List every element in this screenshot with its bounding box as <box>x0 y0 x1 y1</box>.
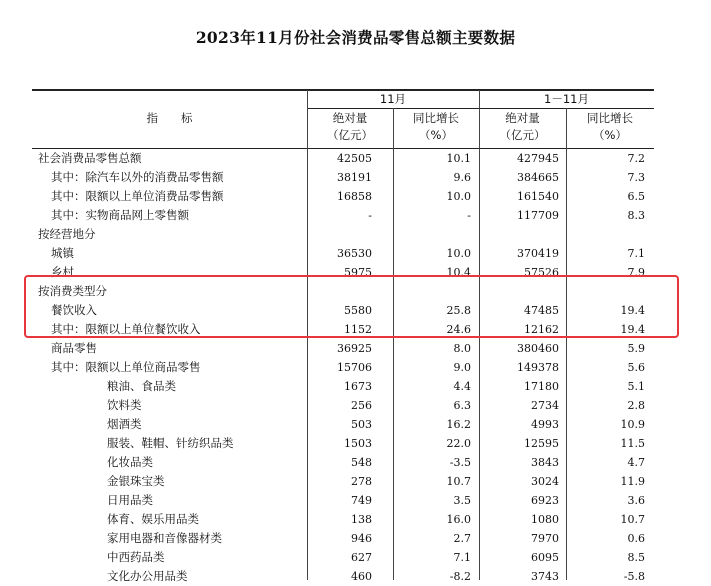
cell-nov-growth: 10.0 <box>446 247 471 260</box>
row-label: 文化办公用品类 <box>107 569 188 583</box>
cell-ytd-growth: 7.3 <box>627 171 645 184</box>
cell-ytd-value: 6095 <box>531 551 559 564</box>
header-nov-abs <box>307 110 393 144</box>
row-label: 其中：实物商品网上零售额 <box>51 208 189 222</box>
cell-nov-value: 503 <box>351 418 372 431</box>
cell-nov-value: 42505 <box>337 152 372 165</box>
row-label: 城镇 <box>51 246 74 260</box>
cell-ytd-growth: 19.4 <box>620 323 645 336</box>
cell-ytd-growth: 2.8 <box>627 399 645 412</box>
cell-ytd-growth: 4.7 <box>627 456 645 469</box>
column-divider <box>479 90 480 580</box>
cell-nov-growth: 16.0 <box>446 513 471 526</box>
header-abs-unit: （亿元） <box>499 128 546 142</box>
row-label: 其中：限额以上单位商品零售 <box>51 360 201 374</box>
row-label: 中西药品类 <box>107 550 165 564</box>
cell-ytd-value: 12595 <box>524 437 559 450</box>
cell-ytd-value: 161540 <box>517 190 559 203</box>
cell-ytd-value: 3843 <box>531 456 559 469</box>
cell-nov-growth: 6.3 <box>453 399 471 412</box>
header-yoy-unit: （%） <box>419 128 453 142</box>
cell-nov-value: 15706 <box>337 361 372 374</box>
header-yoy-label: 同比增长 <box>587 111 633 125</box>
cell-ytd-value: 47485 <box>524 304 559 317</box>
cell-ytd-value: 57526 <box>524 266 559 279</box>
row-label: 其中：限额以上单位餐饮收入 <box>51 322 201 336</box>
cell-nov-value: 38191 <box>337 171 372 184</box>
header-indicator: 指 标 <box>146 111 193 125</box>
cell-nov-growth: 24.6 <box>446 323 471 336</box>
cell-ytd-growth: 7.9 <box>627 266 645 279</box>
cell-ytd-value: 2734 <box>531 399 559 412</box>
cell-ytd-value: 3024 <box>531 475 559 488</box>
cell-nov-growth: 3.5 <box>453 494 471 507</box>
row-label: 饮料类 <box>107 398 142 412</box>
row-label: 乡村 <box>51 265 74 279</box>
row-label: 餐饮收入 <box>51 303 97 317</box>
cell-nov-value: 5975 <box>344 266 372 279</box>
cell-nov-growth: -8.2 <box>449 570 471 583</box>
cell-nov-value: 946 <box>351 532 372 545</box>
cell-ytd-value: 384665 <box>517 171 559 184</box>
header-period-rule <box>307 108 654 109</box>
cell-nov-growth: 10.4 <box>446 266 471 279</box>
cell-ytd-growth: 8.3 <box>627 209 645 222</box>
cell-ytd-value: 7970 <box>531 532 559 545</box>
cell-ytd-value: 427945 <box>517 152 559 165</box>
header-abs-label: 绝对量 <box>505 111 540 125</box>
cell-nov-growth: 7.1 <box>453 551 471 564</box>
cell-nov-value: 36530 <box>337 247 372 260</box>
row-label: 社会消费品零售总额 <box>38 151 142 165</box>
cell-ytd-growth: 11.9 <box>620 475 645 488</box>
cell-ytd-growth: 11.5 <box>620 437 645 450</box>
cell-ytd-growth: 10.9 <box>620 418 645 431</box>
cell-nov-value: 1673 <box>344 380 372 393</box>
cell-ytd-growth: 0.6 <box>627 532 645 545</box>
cell-ytd-growth: 19.4 <box>620 304 645 317</box>
header-nov-yoy <box>393 110 479 144</box>
cell-nov-value: 256 <box>351 399 372 412</box>
cell-nov-value: 1503 <box>344 437 372 450</box>
cell-ytd-value: 3743 <box>531 570 559 583</box>
row-label: 家用电器和音像器材类 <box>107 531 222 545</box>
row-label: 化妆品类 <box>107 455 153 469</box>
cell-nov-growth: 4.4 <box>453 380 471 393</box>
cell-nov-growth: -3.5 <box>449 456 471 469</box>
cell-nov-growth: - <box>467 209 471 222</box>
header-ytd-abs <box>479 110 566 144</box>
header-abs-unit: （亿元） <box>327 128 373 142</box>
cell-ytd-growth: 5.6 <box>627 361 645 374</box>
column-divider <box>307 90 308 580</box>
cell-nov-growth: 9.0 <box>453 361 471 374</box>
cell-ytd-value: 370419 <box>517 247 559 260</box>
row-label: 商品零售 <box>51 341 97 355</box>
cell-ytd-value: 6923 <box>531 494 559 507</box>
cell-nov-value: 627 <box>351 551 372 564</box>
cell-nov-growth: 10.0 <box>446 190 471 203</box>
cell-ytd-growth: 5.9 <box>627 342 645 355</box>
cell-ytd-growth: 8.5 <box>627 551 645 564</box>
cell-nov-growth: 9.6 <box>453 171 471 184</box>
cell-nov-value: 16858 <box>337 190 372 203</box>
cell-nov-value: 36925 <box>337 342 372 355</box>
cell-ytd-growth: 5.1 <box>627 380 645 393</box>
cell-nov-value: 749 <box>351 494 372 507</box>
cell-ytd-value: 117709 <box>517 209 559 222</box>
cell-ytd-growth: 3.6 <box>627 494 645 507</box>
cell-ytd-growth: 10.7 <box>620 513 645 526</box>
header-abs-label: 绝对量 <box>332 111 368 125</box>
cell-nov-value: 460 <box>351 570 372 583</box>
cell-nov-value: 548 <box>351 456 372 469</box>
column-divider <box>566 108 567 580</box>
row-label: 烟酒类 <box>107 417 142 431</box>
cell-ytd-growth: 7.2 <box>627 152 645 165</box>
row-label: 服装、鞋帽、针纺织品类 <box>107 436 234 450</box>
header-period-nov: 11月 <box>379 92 407 106</box>
cell-nov-growth: 10.7 <box>446 475 471 488</box>
cell-nov-growth: 2.7 <box>453 532 471 545</box>
row-label: 按经营地分 <box>38 227 96 241</box>
cell-nov-value: - <box>368 209 372 222</box>
row-label: 按消费类型分 <box>38 284 107 298</box>
cell-ytd-value: 149378 <box>517 361 559 374</box>
header-yoy-label: 同比增长 <box>413 111 459 125</box>
row-label: 日用品类 <box>107 493 153 507</box>
cell-nov-growth: 22.0 <box>446 437 471 450</box>
cell-nov-growth: 25.8 <box>446 304 471 317</box>
cell-ytd-value: 4993 <box>531 418 559 431</box>
row-label: 其中：限额以上单位消费品零售额 <box>51 189 224 203</box>
cell-ytd-value: 380460 <box>517 342 559 355</box>
cell-nov-value: 138 <box>351 513 372 526</box>
row-label: 体育、娱乐用品类 <box>107 512 199 526</box>
cell-nov-value: 278 <box>351 475 372 488</box>
cell-ytd-growth: -5.8 <box>623 570 645 583</box>
cell-nov-value: 1152 <box>344 323 372 336</box>
header-period-ytd: 1－11月 <box>544 92 589 106</box>
cell-ytd-growth: 6.5 <box>627 190 645 203</box>
cell-ytd-value: 12162 <box>524 323 559 336</box>
cell-nov-growth: 10.1 <box>446 152 471 165</box>
cell-nov-growth: 16.2 <box>446 418 471 431</box>
row-label: 金银珠宝类 <box>107 474 165 488</box>
cell-nov-value: 5580 <box>344 304 372 317</box>
cell-ytd-growth: 7.1 <box>627 247 645 260</box>
cell-ytd-value: 17180 <box>524 380 559 393</box>
column-divider <box>393 108 394 580</box>
header-ytd-yoy <box>566 110 654 144</box>
header-yoy-unit: （%） <box>593 128 627 142</box>
row-label: 粮油、食品类 <box>107 379 176 393</box>
cell-nov-growth: 8.0 <box>453 342 471 355</box>
page-title: 2023年11月份社会消费品零售总额主要数据 <box>195 28 516 47</box>
cell-ytd-value: 1080 <box>531 513 559 526</box>
row-label: 其中：除汽车以外的消费品零售额 <box>51 170 224 184</box>
